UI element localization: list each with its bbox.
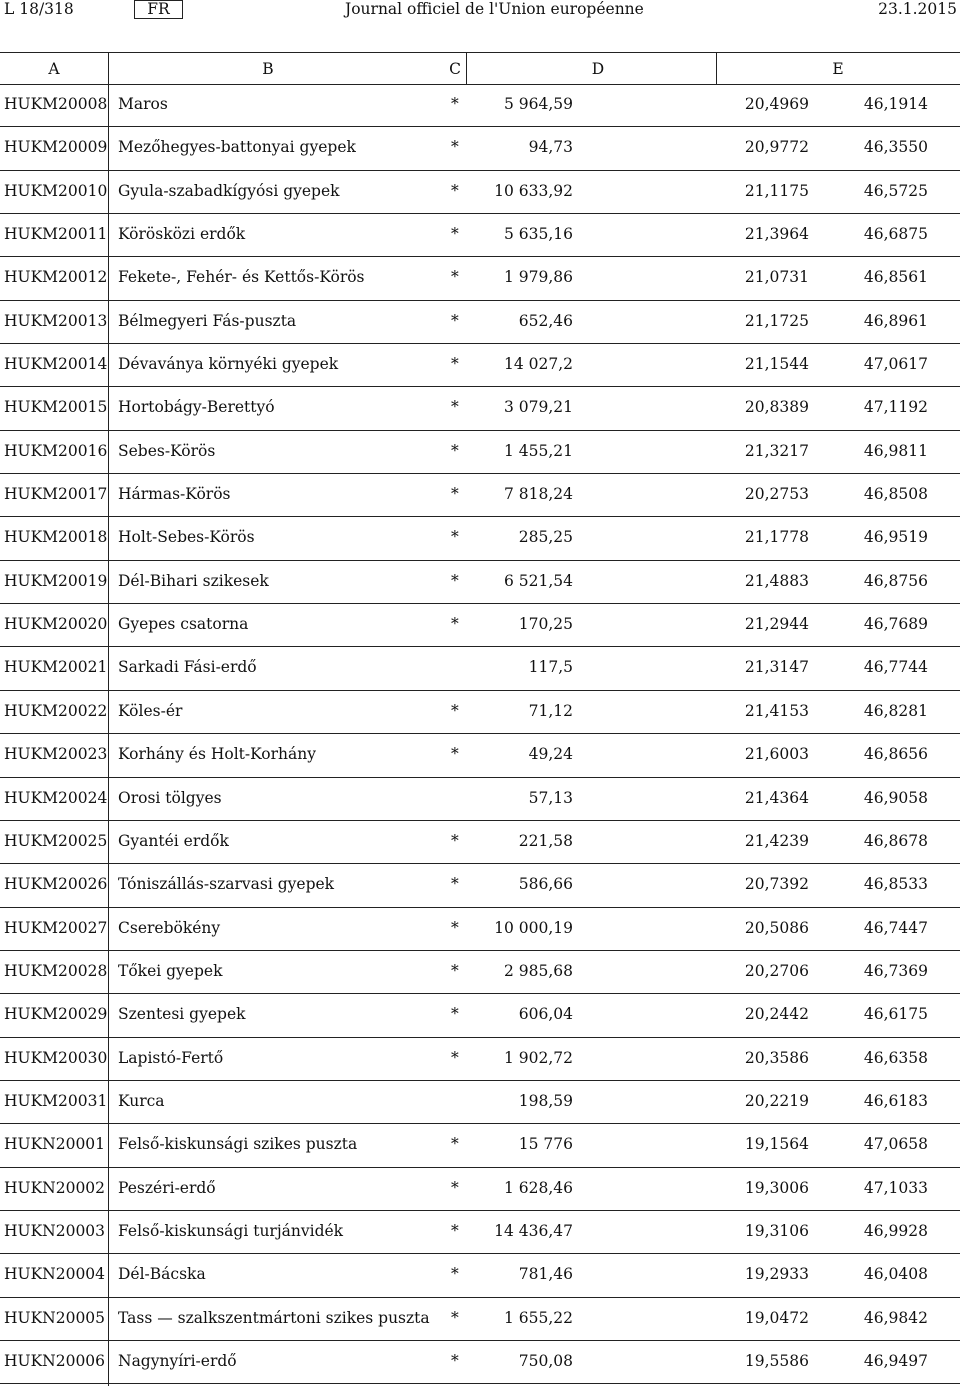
table-top-rule — [0, 52, 960, 53]
column-header-d: D — [591, 60, 605, 78]
site-latitude: 46,7369 — [863, 961, 928, 980]
site-code: HUKN20004 — [4, 1265, 106, 1284]
site-area: 606,04 — [518, 1005, 573, 1024]
site-longitude: 20,2753 — [744, 485, 809, 504]
site-code: HUKM20018 — [4, 528, 108, 547]
site-code: HUKM20022 — [4, 701, 108, 720]
site-marker: * — [451, 1351, 459, 1370]
site-name: Sarkadi Fási-erdő — [118, 658, 257, 677]
table-row — [0, 994, 960, 1037]
site-area: 71,12 — [528, 701, 573, 720]
site-longitude: 21,1544 — [744, 355, 809, 374]
site-latitude: 46,6175 — [863, 1005, 928, 1024]
site-code: HUKM20009 — [4, 138, 108, 157]
site-marker: * — [451, 138, 459, 157]
site-name: Lapistó-Fertő — [118, 1048, 224, 1067]
site-longitude: 19,3106 — [744, 1221, 809, 1240]
site-latitude: 46,1914 — [863, 95, 928, 113]
site-marker: * — [451, 831, 459, 850]
site-latitude: 46,8678 — [863, 831, 928, 850]
site-name: Cserebökény — [118, 918, 221, 937]
site-latitude: 46,9811 — [863, 441, 928, 460]
site-name: Felső-kiskunsági turjánvidék — [118, 1221, 344, 1240]
site-area: 10 000,19 — [494, 918, 573, 937]
column-header-b: B — [262, 60, 274, 78]
site-name: Szentesi gyepek — [118, 1005, 246, 1024]
site-name: Körösközi erdők — [118, 225, 246, 244]
site-latitude: 46,7744 — [863, 658, 928, 677]
site-longitude: 19,3006 — [744, 1178, 809, 1197]
site-code: HUKN20006 — [4, 1351, 106, 1370]
site-name: Hármas-Körös — [118, 485, 231, 504]
site-area: 781,46 — [518, 1265, 573, 1284]
site-longitude: 20,4969 — [744, 95, 809, 113]
site-name: Bélmegyeri Fás-puszta — [118, 311, 297, 330]
site-name: Mezőhegyes-battonyai gyepek — [118, 138, 356, 157]
site-area: 750,08 — [518, 1351, 573, 1370]
journal-title: Journal officiel de l'Union européenne — [345, 0, 644, 18]
column-header-a: A — [48, 60, 60, 78]
site-longitude: 21,4883 — [744, 571, 809, 590]
site-longitude: 21,4239 — [744, 831, 809, 850]
site-marker: * — [451, 961, 459, 980]
site-latitude: 46,8508 — [863, 485, 928, 504]
site-marker: * — [451, 1308, 459, 1327]
site-name: Tass — szalkszentmártoni szikes puszta — [118, 1308, 430, 1327]
site-code: HUKM20020 — [4, 615, 108, 634]
site-code: HUKN20001 — [4, 1135, 106, 1154]
site-marker: * — [451, 441, 459, 460]
site-area: 1 902,72 — [503, 1048, 573, 1067]
table-row — [0, 214, 960, 257]
site-marker: * — [451, 181, 459, 200]
site-name: Gyula-szabadkígyósi gyepek — [118, 181, 340, 200]
site-code: HUKM20023 — [4, 745, 108, 764]
site-area: 117,5 — [528, 658, 573, 677]
site-code: HUKM20012 — [4, 268, 108, 287]
table-row — [0, 344, 960, 387]
table-row — [0, 431, 960, 474]
site-marker: * — [451, 225, 459, 244]
site-code: HUKM20028 — [4, 961, 108, 980]
site-area: 94,73 — [528, 138, 573, 157]
site-name: Dél-Bihari szikesek — [118, 571, 269, 590]
column-header-c: C — [449, 60, 461, 78]
site-name: Maros — [118, 95, 168, 113]
site-marker: * — [451, 485, 459, 504]
site-code: HUKM20021 — [4, 658, 108, 677]
site-area: 3 079,21 — [503, 398, 573, 417]
site-code: HUKM20011 — [4, 225, 108, 244]
site-longitude: 20,8389 — [744, 398, 809, 417]
site-code: HUKN20002 — [4, 1178, 106, 1197]
site-longitude: 21,4364 — [744, 788, 809, 807]
site-name: Tóniszállás-szarvasi gyepek — [118, 875, 335, 894]
site-code: HUKM20024 — [4, 788, 108, 807]
site-code: HUKM20025 — [4, 831, 108, 850]
site-marker: * — [451, 745, 459, 764]
site-longitude: 20,5086 — [744, 918, 809, 937]
table-row — [0, 691, 960, 734]
table-row — [0, 1211, 960, 1254]
site-code: HUKN20003 — [4, 1221, 106, 1240]
site-latitude: 46,9928 — [863, 1221, 928, 1240]
site-latitude: 46,9058 — [863, 788, 928, 807]
site-marker: * — [451, 1048, 459, 1067]
site-area: 6 521,54 — [503, 571, 573, 590]
site-area: 5 964,59 — [503, 95, 573, 113]
site-marker: * — [451, 875, 459, 894]
site-marker: * — [451, 528, 459, 547]
site-longitude: 21,3147 — [744, 658, 809, 677]
site-marker: * — [451, 1221, 459, 1240]
site-name: Orosi tölgyes — [118, 788, 222, 807]
site-code: HUKM20010 — [4, 181, 108, 200]
site-longitude: 19,2933 — [744, 1265, 809, 1284]
site-name: Fekete-, Fehér- és Kettős-Körös — [118, 268, 365, 287]
table-row — [0, 171, 960, 214]
table-row — [0, 1038, 960, 1081]
site-longitude: 21,4153 — [744, 701, 809, 720]
table-row — [0, 301, 960, 344]
table-row — [0, 864, 960, 907]
site-longitude: 20,7392 — [744, 875, 809, 894]
site-longitude: 21,6003 — [744, 745, 809, 764]
site-latitude: 46,9842 — [863, 1308, 928, 1327]
site-area: 49,24 — [528, 745, 573, 764]
table-row — [0, 127, 960, 170]
site-latitude: 46,8281 — [863, 701, 928, 720]
page-number: L 18/318 — [4, 0, 74, 18]
site-latitude: 46,7689 — [863, 615, 928, 634]
table-row — [0, 908, 960, 951]
site-area: 1 628,46 — [503, 1178, 573, 1197]
site-code: HUKM20026 — [4, 875, 108, 894]
site-area: 7 818,24 — [503, 485, 573, 504]
site-name: Gyantéi erdők — [118, 831, 229, 850]
table-row — [0, 84, 960, 127]
site-marker: * — [451, 268, 459, 287]
site-name: Peszéri-erdő — [118, 1178, 216, 1197]
table-row — [0, 1298, 960, 1341]
site-marker: * — [451, 1135, 459, 1154]
site-longitude: 20,2706 — [744, 961, 809, 980]
site-latitude: 46,8656 — [863, 745, 928, 764]
site-longitude: 19,1564 — [744, 1135, 809, 1154]
site-name: Tőkei gyepek — [118, 961, 223, 980]
site-area: 1 455,21 — [503, 441, 573, 460]
table-row — [0, 1341, 960, 1384]
site-marker: * — [451, 1005, 459, 1024]
table-row — [0, 647, 960, 690]
site-marker: * — [451, 311, 459, 330]
table-row — [0, 517, 960, 560]
site-latitude: 47,0658 — [863, 1135, 928, 1154]
site-longitude: 20,2219 — [744, 1091, 809, 1110]
site-name: Korhány és Holt-Korhány — [118, 745, 316, 764]
site-latitude: 46,6875 — [863, 225, 928, 244]
table-row — [0, 821, 960, 864]
table-row — [0, 387, 960, 430]
sites-table-body — [0, 84, 960, 1384]
site-area: 14 436,47 — [494, 1221, 573, 1240]
table-row — [0, 474, 960, 517]
site-longitude: 21,1175 — [744, 181, 809, 200]
site-code: HUKM20008 — [4, 95, 108, 113]
site-marker: * — [451, 1178, 459, 1197]
site-name: Holt-Sebes-Körös — [118, 528, 255, 547]
site-area: 285,25 — [518, 528, 573, 547]
site-longitude: 20,3586 — [744, 1048, 809, 1067]
site-latitude: 46,8756 — [863, 571, 928, 590]
site-latitude: 46,8561 — [863, 268, 928, 287]
site-longitude: 20,2442 — [744, 1005, 809, 1024]
page-header — [0, 0, 960, 22]
table-row — [0, 604, 960, 647]
site-latitude: 46,5725 — [863, 181, 928, 200]
site-code: HUKM20015 — [4, 398, 108, 417]
site-name: Sebes-Körös — [118, 441, 216, 460]
site-marker: * — [451, 398, 459, 417]
site-longitude: 20,9772 — [744, 138, 809, 157]
site-code: HUKM20027 — [4, 918, 108, 937]
site-name: Köles-ér — [118, 701, 183, 720]
site-latitude: 46,0408 — [863, 1265, 928, 1284]
site-latitude: 46,6183 — [863, 1091, 928, 1110]
site-marker: * — [451, 571, 459, 590]
site-latitude: 47,1192 — [863, 398, 928, 417]
site-marker: * — [451, 918, 459, 937]
table-row — [0, 1168, 960, 1211]
language-code-box: FR — [134, 0, 183, 19]
column-header-e: E — [832, 60, 844, 78]
site-latitude: 46,3550 — [863, 138, 928, 157]
site-latitude: 46,6358 — [863, 1048, 928, 1067]
site-marker: * — [451, 701, 459, 720]
table-row — [0, 778, 960, 821]
site-code: HUKM20017 — [4, 485, 108, 504]
table-row — [0, 257, 960, 300]
site-name: Dél-Bácska — [118, 1265, 206, 1284]
table-row — [0, 734, 960, 777]
site-area: 57,13 — [528, 788, 573, 807]
site-longitude: 21,3964 — [744, 225, 809, 244]
site-longitude: 19,5586 — [744, 1351, 809, 1370]
site-code: HUKM20013 — [4, 311, 108, 330]
site-latitude: 46,9497 — [863, 1351, 928, 1370]
table-row — [0, 1081, 960, 1124]
site-name: Hortobágy-Berettyó — [118, 398, 275, 417]
site-code: HUKM20031 — [4, 1091, 108, 1110]
publication-date: 23.1.2015 — [878, 0, 957, 18]
site-area: 15 776 — [518, 1135, 573, 1154]
site-longitude: 21,2944 — [744, 615, 809, 634]
table-row — [0, 1124, 960, 1167]
site-area: 2 985,68 — [503, 961, 573, 980]
site-name: Dévaványa környéki gyepek — [118, 355, 339, 374]
site-longitude: 21,1778 — [744, 528, 809, 547]
site-marker: * — [451, 95, 459, 113]
site-name: Nagynyíri-erdő — [118, 1351, 237, 1370]
site-area: 14 027,2 — [503, 355, 573, 374]
site-longitude: 21,3217 — [744, 441, 809, 460]
site-marker: * — [451, 1265, 459, 1284]
site-code: HUKM20016 — [4, 441, 108, 460]
site-latitude: 46,8961 — [863, 311, 928, 330]
site-area: 221,58 — [518, 831, 573, 850]
site-code: HUKM20014 — [4, 355, 108, 374]
site-area: 1 979,86 — [503, 268, 573, 287]
site-code: HUKM20019 — [4, 571, 108, 590]
site-latitude: 47,0617 — [863, 355, 928, 374]
site-longitude: 21,0731 — [744, 268, 809, 287]
site-area: 1 655,22 — [503, 1308, 573, 1327]
site-area: 652,46 — [518, 311, 573, 330]
table-row — [0, 1254, 960, 1297]
site-latitude: 47,1033 — [863, 1178, 928, 1197]
site-name: Gyepes csatorna — [118, 615, 249, 634]
site-area: 5 635,16 — [503, 225, 573, 244]
site-area: 170,25 — [518, 615, 573, 634]
site-marker: * — [451, 355, 459, 374]
site-name: Kurca — [118, 1091, 165, 1110]
site-name: Felső-kiskunsági szikes puszta — [118, 1135, 358, 1154]
site-latitude: 46,7447 — [863, 918, 928, 937]
site-code: HUKM20030 — [4, 1048, 108, 1067]
site-area: 10 633,92 — [494, 181, 573, 200]
site-area: 586,66 — [518, 875, 573, 894]
site-longitude: 21,1725 — [744, 311, 809, 330]
table-row — [0, 951, 960, 994]
site-marker: * — [451, 615, 459, 634]
site-latitude: 46,9519 — [863, 528, 928, 547]
table-row — [0, 561, 960, 604]
site-code: HUKN20005 — [4, 1308, 106, 1327]
site-code: HUKM20029 — [4, 1005, 108, 1024]
site-longitude: 19,0472 — [744, 1308, 809, 1327]
site-latitude: 46,8533 — [863, 875, 928, 894]
site-area: 198,59 — [518, 1091, 573, 1110]
